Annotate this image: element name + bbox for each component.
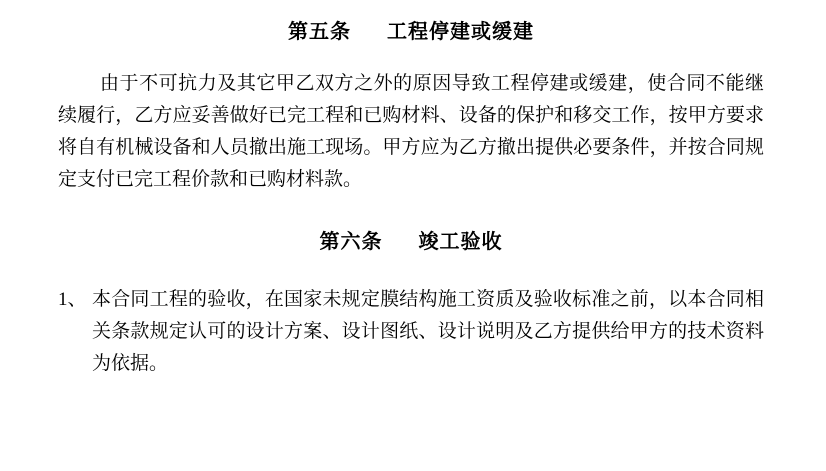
- section-heading-5-label: 第五条: [288, 21, 351, 43]
- document-page: [0, 18, 826, 471]
- section-heading-6: [58, 228, 764, 256]
- section-6-list-item: [58, 284, 764, 380]
- list-item-text: 本合同工程的验收，在国家未规定膜结构施工资质及验收标准之前，以本合同相关条款规定认可的设计方案、设计图纸、设计说明及乙方提供给甲方的技术资料为依据。: [92, 289, 764, 374]
- section-heading-5-title: 工程停建或缓建: [387, 21, 534, 43]
- section-5-paragraph: 由于不可抗力及其它甲乙双方之外的原因导致工程停建或缓建，使合同不能继续履行，乙方应妥善做好已完工程和已购材料、设备的保护和移交工作，按甲方要求将自有机械设备和人员撤出施工现场。甲方应为乙方撤出提供必要条件，并按合同规定支付已完工程价款和已购材料款。: [58, 73, 764, 190]
- list-item-number: 1、: [58, 289, 87, 310]
- section-heading-6-title: 竣工验收: [418, 231, 503, 253]
- section-heading-5: [58, 18, 764, 46]
- section-heading-6-label: 第六条: [319, 231, 383, 253]
